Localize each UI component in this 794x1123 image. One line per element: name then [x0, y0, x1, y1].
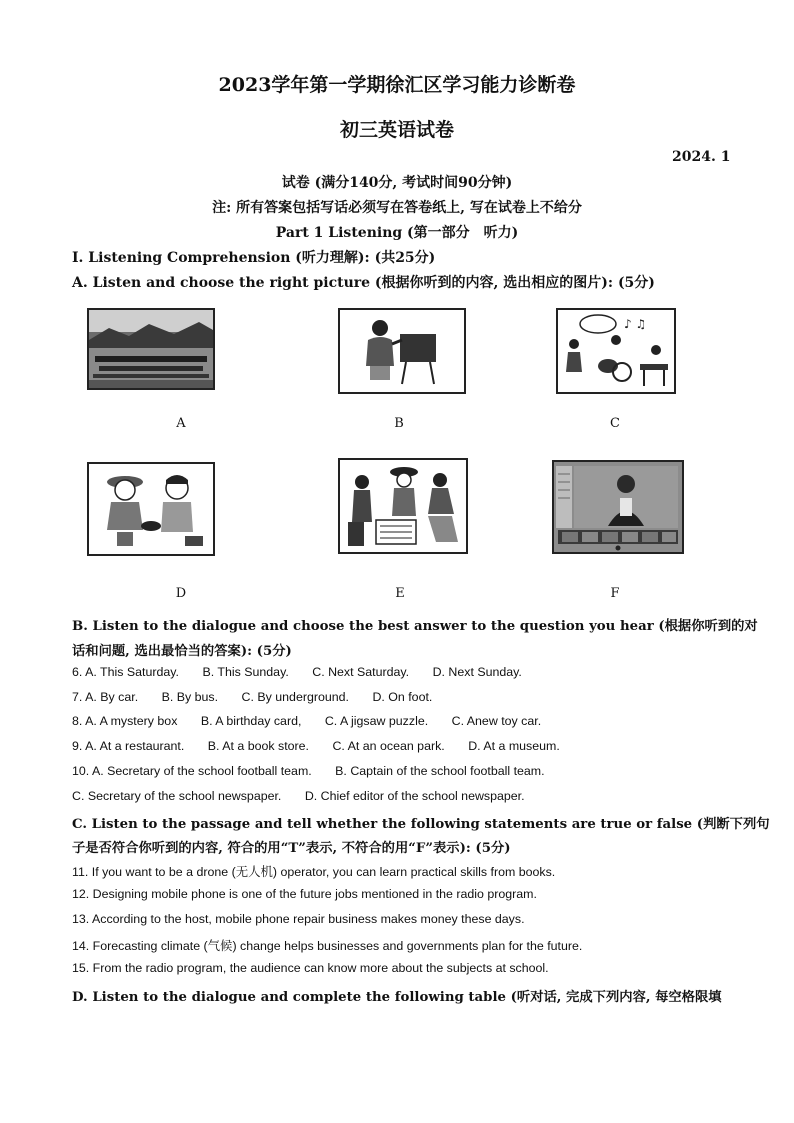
picture-label-e: E [395, 586, 405, 601]
option-b: B. At a book store. [207, 739, 309, 753]
part-heading: Part 1 Listening (第一部分 听力) [275, 225, 519, 241]
option-c: C. A jigsaw puzzle. [324, 714, 429, 728]
exam-date: 2024. 1 [672, 149, 731, 165]
question-number: 9. [72, 739, 83, 753]
option-d: D. At a museum. [468, 739, 560, 753]
option-c: C. By underground. [241, 690, 349, 704]
picture-label-b: B [394, 416, 404, 431]
question-number: 7. [72, 690, 83, 704]
option-b: B. This Sunday. [202, 665, 289, 679]
option-b: B. By bus. [161, 690, 219, 704]
picture-label-a: A [176, 416, 186, 431]
section-b-heading-line2: 话和问题, 选出最恰当的答案): (5分) [72, 644, 292, 659]
option-d: D. Chief editor of the school newspaper. [304, 789, 525, 803]
picture-label-f: F [610, 586, 620, 601]
exam-info: 试卷 (满分140分, 考试时间90分钟) [281, 175, 513, 191]
option-b: B. A birthday card, [200, 714, 302, 728]
option-a: A. This Saturday. [85, 665, 180, 679]
question-10 [72, 764, 545, 778]
picture-label-d: D [175, 586, 187, 601]
section-c-heading-line2: 子是否符合你听到的内容, 符合的用“T”表示, 不符合的用“F”表示): (5分) [72, 841, 511, 856]
section-a-heading: A. Listen and choose the right picture (根据你听到的内容, 选出相应的图片): (5分) [72, 275, 655, 291]
question-number: 10. [72, 764, 90, 778]
question-10-line2 [72, 789, 525, 803]
statement-11: 11. If you want to be a drone (无人机) operator, you can learn practical skills from books. [72, 865, 556, 879]
exam-note: 注: 所有答案包括写话必须写在答卷纸上, 写在试卷上不给分 [212, 200, 582, 216]
online-meeting-screen-photo [552, 460, 684, 554]
option-a: A. By car. [85, 690, 139, 704]
question-8 [72, 714, 541, 728]
question-number: 8. [72, 714, 83, 728]
children-planting-drawing [87, 462, 215, 556]
option-c: C. At an ocean park. [332, 739, 445, 753]
dragon-boat-race-photo [87, 308, 215, 390]
statement-13: 13. According to the host, mobile phone repair business makes money these days. [72, 912, 525, 926]
teacher-at-blackboard-drawing [338, 308, 466, 394]
statement-15: 15. From the radio program, the audience can know more about the subjects at school. [72, 961, 549, 975]
question-number: 6. [72, 665, 83, 679]
statement-14: 14. Forecasting climate (气候) change helps businesses and governments plan for the future. [72, 939, 583, 953]
section-1-heading: I. Listening Comprehension (听力理解): (共25分) [72, 250, 436, 266]
statement-12: 12. Designing mobile phone is one of the future jobs mentioned in the radio program. [72, 887, 537, 901]
music-band-drawing [556, 308, 676, 394]
question-7 [72, 690, 432, 704]
section-b-heading-line1: B. Listen to the dialogue and choose the best answer to the question you hear (根据你听到的对 [72, 619, 758, 634]
travelers-with-luggage-drawing [338, 458, 468, 554]
exam-subtitle: 初三英语试卷 [339, 119, 454, 141]
section-d-heading: D. Listen to the dialogue and complete the following table (听对话, 完成下列内容, 每空格限填 [72, 990, 722, 1005]
section-c-heading-line1: C. Listen to the passage and tell whether the following statements are true or false (判断下列句 [72, 817, 770, 832]
question-6 [72, 665, 522, 679]
option-d: D. Next Sunday. [432, 665, 522, 679]
exam-title: 2023学年第一学期徐汇区学习能力诊断卷 [218, 74, 576, 96]
option-a: A. Secretary of the school football team. [92, 764, 312, 778]
option-c: C. Secretary of the school newspaper. [72, 789, 282, 803]
option-a: A. At a restaurant. [85, 739, 185, 753]
option-a: A. A mystery box [85, 714, 178, 728]
option-b: B. Captain of the school football team. [335, 764, 545, 778]
option-d: D. On foot. [372, 690, 433, 704]
svg-text:♪ ♫: ♪ ♫ [624, 317, 647, 331]
picture-label-c: C [610, 416, 620, 431]
option-d: C. Anew toy car. [451, 714, 542, 728]
question-9 [72, 739, 560, 753]
option-c: C. Next Saturday. [312, 665, 410, 679]
